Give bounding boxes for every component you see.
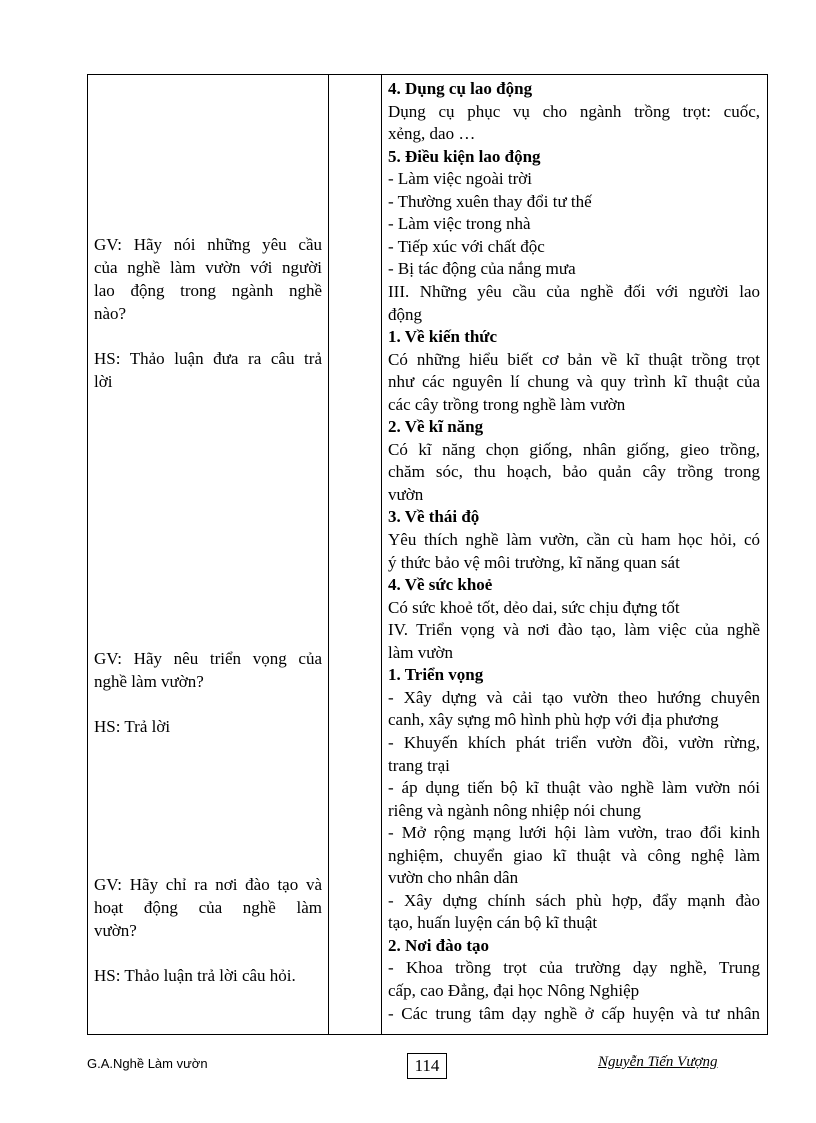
left-line: HS: Trả lời xyxy=(94,717,171,736)
footer-course-title: G.A.Nghề Làm vườn xyxy=(87,1056,208,1071)
right-line: ý thức bảo vệ môi trường, kĩ năng quan sát xyxy=(388,553,680,572)
right-line: - Xây dựng chính sách phù hợp, đẩy mạnh đào xyxy=(388,891,760,910)
right-heading: 4. Về sức khoẻ xyxy=(388,575,493,594)
right-line: động xyxy=(388,305,422,324)
right-heading: 1. Về kiến thức xyxy=(388,327,498,346)
teacher-student-activity-column xyxy=(88,75,329,1035)
right-line: các cây trồng trong nghề làm vườn xyxy=(388,395,626,414)
right-line: Yêu thích nghề làm vườn, cần cù ham học hỏi, có xyxy=(388,530,760,549)
left-line: vườn? xyxy=(94,921,137,940)
right-line: vườn cho nhân dân xyxy=(388,868,519,887)
right-heading: 3. Về thái độ xyxy=(388,507,480,526)
right-line: - Các trung tâm dạy nghề ở cấp huyện và tư nhân xyxy=(388,1004,760,1023)
right-line: tạo, huấn luyện cán bộ kĩ thuật xyxy=(388,913,598,932)
left-line: GV: Hãy nói những yêu cầu xyxy=(94,235,322,254)
right-line: xẻng, dao … xyxy=(388,124,476,143)
right-line: - Thường xuên thay đổi tư thế xyxy=(388,192,592,211)
right-line: Có những hiểu biết cơ bản về kĩ thuật trồng trọt xyxy=(388,350,760,369)
right-line: riêng và ngành nông nhiệp nói chung xyxy=(388,801,642,820)
left-line: lao động trong ngành nghề xyxy=(94,281,322,300)
right-heading: 4. Dụng cụ lao động xyxy=(388,79,533,98)
right-line: - Bị tác động của nắng mưa xyxy=(388,259,576,278)
right-heading: 1. Triển vọng xyxy=(388,665,484,684)
right-line: cấp, cao Đẳng, đại học Nông Nghiệp xyxy=(388,981,640,1000)
right-line: - Mở rộng mạng lưới hội làm vườn, trao đổi kinh xyxy=(388,823,760,842)
right-line: chăm sóc, thu hoạch, bảo quản cây trồng trong xyxy=(388,462,760,481)
right-line: như các nguyên lí chung và quy trình kĩ thuật của xyxy=(388,372,760,391)
right-line: canh, xây sựng mô hình phù hợp với địa phương xyxy=(388,710,719,729)
right-line: - Làm việc trong nhà xyxy=(388,214,531,233)
lesson-content-column xyxy=(382,75,768,1035)
blank-column xyxy=(329,75,382,1035)
right-line: IV. Triển vọng và nơi đào tạo, làm việc của nghề xyxy=(388,620,760,639)
right-line: Dụng cụ phục vụ cho ngành trồng trọt: cuốc, xyxy=(388,102,760,121)
right-line: - áp dụng tiến bộ kĩ thuật vào nghề làm vườn nói xyxy=(388,778,760,797)
right-line: Có kĩ năng chọn giống, nhân giống, gieo trồng, xyxy=(388,440,760,459)
right-line: III. Những yêu cầu của nghề đối với người lao xyxy=(388,282,760,301)
right-line: vườn xyxy=(388,485,424,504)
right-line: Có sức khoẻ tốt, dẻo dai, sức chịu đựng tốt xyxy=(388,598,680,617)
left-line: lời xyxy=(94,372,113,391)
left-line: HS: Thảo luận đưa ra câu trả xyxy=(94,349,322,368)
right-line: - Tiếp xúc với chất độc xyxy=(388,237,545,256)
left-line: hoạt động của nghề làm xyxy=(94,898,322,917)
right-heading: 2. Về kĩ năng xyxy=(388,417,484,436)
lesson-table xyxy=(87,74,768,1035)
right-line: - Xây dựng và cải tạo vườn theo hướng chuyên xyxy=(388,688,760,707)
right-heading: 5. Điều kiện lao động xyxy=(388,147,541,166)
right-line: - Khoa trồng trọt của trường dạy nghề, Trung xyxy=(388,958,760,977)
left-line: nghề làm vườn? xyxy=(94,672,204,691)
right-line: nghiệm, chuyển giao kĩ thuật và công nghệ làm xyxy=(388,846,760,865)
right-line: làm vườn xyxy=(388,643,453,662)
left-line: GV: Hãy chỉ ra nơi đào tạo và xyxy=(94,875,322,894)
footer-author: Nguyễn Tiến Vượng xyxy=(598,1054,718,1070)
left-line: HS: Thảo luận trả lời câu hỏi. xyxy=(94,966,296,985)
right-line: - Khuyến khích phát triển vườn đồi, vườn rừng, xyxy=(388,733,760,752)
left-line: nào? xyxy=(94,304,127,323)
right-heading: 2. Nơi đào tạo xyxy=(388,936,490,955)
page-number: 114 xyxy=(407,1053,447,1079)
left-line: GV: Hãy nêu triển vọng của xyxy=(94,649,322,668)
right-line: trang trại xyxy=(388,756,450,775)
left-line: của nghề làm vườn với người xyxy=(94,258,322,277)
right-line: - Làm việc ngoài trời xyxy=(388,169,532,188)
